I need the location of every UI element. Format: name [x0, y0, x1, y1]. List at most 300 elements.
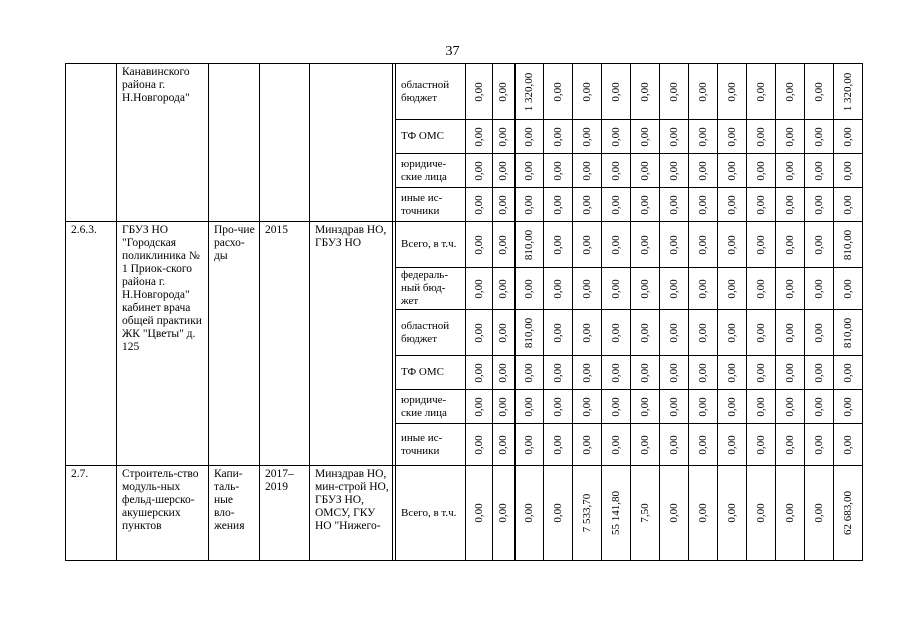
- amount-cell: [573, 268, 602, 310]
- amount-cell: [660, 310, 689, 356]
- amount-value: 0,00: [523, 362, 536, 383]
- amount-cell: [493, 222, 515, 268]
- amount-value: 0,00: [581, 81, 593, 102]
- amount-cell: [466, 390, 493, 424]
- amount-cell: [493, 268, 515, 310]
- amount-cell: [834, 222, 863, 268]
- amount-cell: [631, 188, 660, 222]
- funding-source-label: иные ис-точники: [396, 424, 466, 466]
- amount-cell: [660, 222, 689, 268]
- amount-value: 0,00: [523, 194, 536, 215]
- amount-cell: [776, 466, 805, 561]
- amount-value: 0,00: [697, 396, 709, 417]
- amount-cell: [631, 356, 660, 390]
- funding-source-label: областной бюджет: [396, 310, 466, 356]
- amount-value: 62 683,00: [842, 491, 854, 535]
- amount-cell: [602, 310, 631, 356]
- amount-cell: [544, 268, 573, 310]
- funding-source-label: областной бюджет: [396, 64, 466, 120]
- amount-cell: [631, 390, 660, 424]
- amount-cell: [747, 424, 776, 466]
- amount-cell: [834, 154, 863, 188]
- amount-cell: [689, 424, 718, 466]
- amount-cell: [515, 390, 544, 424]
- amount-cell: [493, 466, 515, 561]
- amount-value: 0,00: [473, 362, 485, 383]
- amount-cell: [718, 268, 747, 310]
- amount-value: 0,00: [784, 194, 796, 215]
- amount-cell: [776, 120, 805, 154]
- amount-cell: [544, 466, 573, 561]
- amount-value: 0,00: [581, 322, 593, 343]
- amount-cell: [776, 188, 805, 222]
- amount-value: 0,00: [639, 362, 651, 383]
- amount-value: 0,00: [581, 396, 593, 417]
- amount-value: 0,00: [755, 503, 767, 523]
- amount-value: 0,00: [668, 322, 680, 343]
- amount-cell: [689, 188, 718, 222]
- amount-value: 0,00: [755, 362, 767, 383]
- amount-value: 0,00: [784, 278, 796, 299]
- expense-category-cell: [209, 64, 260, 222]
- amount-value: 810,00: [523, 317, 536, 348]
- amount-value: 0,00: [473, 81, 485, 102]
- amount-cell: [747, 390, 776, 424]
- amount-cell: [689, 154, 718, 188]
- amount-value: 0,00: [842, 194, 854, 215]
- funding-source-label: юридиче-ские лица: [396, 390, 466, 424]
- amount-cell: [718, 466, 747, 561]
- amount-value: 0,00: [784, 362, 796, 383]
- amount-value: 55 141,80: [610, 491, 622, 535]
- item-number-cell: [66, 64, 117, 222]
- amount-value: 0,00: [639, 322, 651, 343]
- amount-cell: [466, 466, 493, 561]
- amount-cell: [631, 64, 660, 120]
- amount-cell: [689, 222, 718, 268]
- amount-cell: [466, 64, 493, 120]
- amount-value: 0,00: [842, 160, 854, 181]
- amount-value: 0,00: [610, 234, 622, 255]
- amount-cell: [747, 268, 776, 310]
- amount-cell: [776, 356, 805, 390]
- amount-cell: [660, 120, 689, 154]
- amount-cell: [660, 154, 689, 188]
- amount-value: 0,00: [697, 160, 709, 181]
- amount-value: 0,00: [668, 194, 680, 215]
- amount-cell: [718, 64, 747, 120]
- executor-cell: Минздрав НО, ГБУЗ НО: [310, 222, 393, 466]
- amount-cell: [602, 356, 631, 390]
- amount-value: 0,00: [813, 362, 825, 383]
- amount-value: 0,00: [842, 278, 854, 299]
- amount-value: 0,00: [697, 322, 709, 343]
- amount-value: 0,00: [697, 126, 709, 147]
- amount-cell: [747, 222, 776, 268]
- period-cell: [260, 64, 310, 222]
- amount-cell: [805, 268, 834, 310]
- amount-cell: [493, 356, 515, 390]
- amount-value: 0,00: [726, 434, 738, 455]
- table-row: [66, 222, 863, 268]
- amount-cell: [493, 310, 515, 356]
- amount-cell: [805, 424, 834, 466]
- amount-cell: [602, 154, 631, 188]
- amount-cell: [747, 310, 776, 356]
- amount-value: 0,00: [610, 434, 622, 455]
- amount-cell: [718, 356, 747, 390]
- amount-cell: [834, 466, 863, 561]
- amount-cell: [466, 424, 493, 466]
- amount-cell: [689, 390, 718, 424]
- amount-value: 0,00: [497, 81, 510, 102]
- amount-cell: [805, 222, 834, 268]
- amount-value: 0,00: [726, 194, 738, 215]
- amount-cell: [805, 466, 834, 561]
- amount-cell: [466, 356, 493, 390]
- amount-cell: [573, 356, 602, 390]
- amount-value: 0,00: [581, 126, 593, 147]
- amount-value: 0,00: [473, 194, 485, 215]
- funding-source-label: Всего, в т.ч.: [396, 466, 466, 561]
- amount-cell: [689, 268, 718, 310]
- item-name-cell: Канавинского района г. Н.Новгорода": [117, 64, 209, 222]
- amount-cell: [466, 120, 493, 154]
- amount-value: 0,00: [497, 503, 510, 523]
- amount-cell: [747, 64, 776, 120]
- amount-cell: [515, 268, 544, 310]
- amount-cell: [544, 390, 573, 424]
- amount-cell: [805, 310, 834, 356]
- amount-value: 0,00: [755, 278, 767, 299]
- period-cell: 2015: [260, 222, 310, 466]
- amount-value: 0,00: [813, 503, 825, 523]
- funding-source-label: ТФ ОМС: [396, 356, 466, 390]
- amount-cell: [602, 222, 631, 268]
- amount-cell: [660, 466, 689, 561]
- amount-cell: [834, 268, 863, 310]
- budget-table: [65, 63, 863, 561]
- amount-cell: [718, 222, 747, 268]
- amount-value: 0,00: [755, 160, 767, 181]
- amount-cell: [631, 154, 660, 188]
- amount-value: 0,00: [813, 434, 825, 455]
- amount-value: 0,00: [552, 396, 564, 417]
- amount-cell: [602, 466, 631, 561]
- amount-value: 0,00: [668, 81, 680, 102]
- amount-value: 0,00: [497, 278, 510, 299]
- amount-cell: [718, 424, 747, 466]
- amount-cell: [631, 120, 660, 154]
- amount-cell: [515, 310, 544, 356]
- funding-source-label: Всего, в т.ч.: [396, 222, 466, 268]
- amount-cell: [660, 188, 689, 222]
- amount-cell: [602, 120, 631, 154]
- amount-cell: [776, 424, 805, 466]
- amount-value: 0,00: [610, 160, 622, 181]
- amount-cell: [466, 310, 493, 356]
- table-row: [66, 466, 863, 561]
- amount-value: 0,00: [610, 362, 622, 383]
- amount-value: 0,00: [473, 503, 485, 523]
- amount-cell: [573, 390, 602, 424]
- amount-value: 0,00: [813, 194, 825, 215]
- amount-value: 0,00: [784, 503, 796, 523]
- amount-cell: [493, 390, 515, 424]
- amount-cell: [689, 64, 718, 120]
- item-number-cell: 2.6.3.: [66, 222, 117, 466]
- amount-value: 0,00: [473, 278, 485, 299]
- amount-value: 0,00: [497, 234, 510, 255]
- amount-value: 0,00: [523, 396, 536, 417]
- amount-cell: [515, 64, 544, 120]
- amount-cell: [660, 64, 689, 120]
- amount-value: 0,00: [784, 126, 796, 147]
- amount-value: 7 533,70: [581, 493, 593, 533]
- amount-value: 0,00: [813, 322, 825, 343]
- amount-cell: [718, 188, 747, 222]
- amount-value: 0,00: [842, 362, 854, 383]
- amount-value: 0,00: [697, 434, 709, 455]
- amount-cell: [602, 268, 631, 310]
- amount-value: 0,00: [581, 234, 593, 255]
- amount-value: 0,00: [639, 234, 651, 255]
- amount-value: 0,00: [755, 126, 767, 147]
- amount-cell: [689, 120, 718, 154]
- amount-cell: [602, 188, 631, 222]
- amount-value: 0,00: [552, 362, 564, 383]
- amount-value: 0,00: [668, 234, 680, 255]
- amount-value: 0,00: [639, 126, 651, 147]
- amount-cell: [493, 64, 515, 120]
- amount-cell: [805, 64, 834, 120]
- page-number: 37: [445, 44, 460, 59]
- amount-cell: [747, 120, 776, 154]
- amount-value: 0,00: [726, 322, 738, 343]
- amount-cell: [805, 188, 834, 222]
- amount-value: 0,00: [473, 126, 485, 147]
- amount-cell: [573, 154, 602, 188]
- amount-cell: [515, 188, 544, 222]
- amount-cell: [689, 356, 718, 390]
- amount-cell: [631, 268, 660, 310]
- amount-value: 0,00: [697, 234, 709, 255]
- amount-cell: [747, 356, 776, 390]
- amount-value: 0,00: [497, 362, 510, 383]
- amount-value: 0,00: [473, 396, 485, 417]
- amount-cell: [660, 268, 689, 310]
- amount-value: 0,00: [668, 362, 680, 383]
- amount-cell: [544, 356, 573, 390]
- amount-cell: [689, 466, 718, 561]
- amount-cell: [544, 120, 573, 154]
- amount-value: 0,00: [784, 160, 796, 181]
- amount-value: 0,00: [813, 81, 825, 102]
- amount-value: 0,00: [813, 160, 825, 181]
- period-cell: 2017–2019: [260, 466, 310, 561]
- amount-cell: [776, 390, 805, 424]
- amount-value: 0,00: [842, 396, 854, 417]
- amount-value: 1 320,00: [523, 72, 536, 111]
- amount-cell: [544, 310, 573, 356]
- amount-value: 0,00: [726, 278, 738, 299]
- amount-value: 0,00: [581, 160, 593, 181]
- amount-value: 0,00: [726, 503, 738, 523]
- amount-value: 0,00: [581, 434, 593, 455]
- amount-value: 0,00: [755, 322, 767, 343]
- amount-cell: [834, 310, 863, 356]
- amount-cell: [718, 154, 747, 188]
- amount-cell: [573, 222, 602, 268]
- amount-value: 0,00: [581, 278, 593, 299]
- amount-value: 0,00: [784, 322, 796, 343]
- amount-value: 0,00: [726, 81, 738, 102]
- amount-value: 0,00: [523, 278, 536, 299]
- amount-cell: [689, 310, 718, 356]
- amount-value: 0,00: [755, 434, 767, 455]
- amount-value: 0,00: [610, 126, 622, 147]
- amount-value: 0,00: [668, 160, 680, 181]
- amount-value: 0,00: [581, 194, 593, 215]
- amount-value: 0,00: [552, 160, 564, 181]
- amount-value: 810,00: [842, 229, 854, 260]
- amount-cell: [776, 310, 805, 356]
- amount-value: 1 320,00: [842, 72, 854, 111]
- amount-value: 0,00: [473, 160, 485, 181]
- amount-value: 0,00: [755, 81, 767, 102]
- amount-value: 0,00: [610, 322, 622, 343]
- amount-cell: [515, 154, 544, 188]
- amount-cell: [718, 390, 747, 424]
- funding-source-label: ТФ ОМС: [396, 120, 466, 154]
- amount-value: 0,00: [552, 194, 564, 215]
- amount-value: 0,00: [552, 81, 564, 102]
- amount-value: 0,00: [784, 434, 796, 455]
- amount-value: 0,00: [755, 234, 767, 255]
- amount-value: 0,00: [668, 278, 680, 299]
- amount-cell: [515, 120, 544, 154]
- amount-value: 0,00: [552, 322, 564, 343]
- amount-cell: [834, 120, 863, 154]
- amount-value: 0,00: [610, 396, 622, 417]
- amount-value: 0,00: [497, 160, 510, 181]
- amount-value: 0,00: [639, 160, 651, 181]
- amount-cell: [493, 424, 515, 466]
- amount-cell: [776, 268, 805, 310]
- amount-value: 0,00: [497, 396, 510, 417]
- amount-value: 0,00: [726, 396, 738, 417]
- amount-value: 0,00: [668, 126, 680, 147]
- amount-cell: [466, 154, 493, 188]
- amount-cell: [660, 356, 689, 390]
- executor-cell: Минздрав НО, мин-строй НО, ГБУЗ НО, ОМСУ, ГКУ НО "Нижего-: [310, 466, 393, 561]
- amount-cell: [747, 154, 776, 188]
- amount-value: 0,00: [497, 434, 510, 455]
- funding-source-label: федераль-ный бюд-жет: [396, 268, 466, 310]
- amount-cell: [573, 188, 602, 222]
- amount-cell: [747, 188, 776, 222]
- amount-value: 0,00: [726, 160, 738, 181]
- amount-value: 0,00: [842, 434, 854, 455]
- amount-cell: [718, 120, 747, 154]
- amount-value: 0,00: [610, 278, 622, 299]
- amount-cell: [631, 466, 660, 561]
- amount-cell: [660, 390, 689, 424]
- amount-cell: [466, 268, 493, 310]
- amount-value: 0,00: [497, 322, 510, 343]
- amount-cell: [805, 390, 834, 424]
- amount-cell: [544, 154, 573, 188]
- amount-cell: [776, 64, 805, 120]
- amount-value: 0,00: [639, 396, 651, 417]
- amount-value: 0,00: [552, 278, 564, 299]
- amount-value: 810,00: [523, 229, 536, 260]
- amount-value: 0,00: [726, 234, 738, 255]
- amount-cell: [834, 188, 863, 222]
- amount-value: 0,00: [639, 434, 651, 455]
- amount-value: 0,00: [697, 362, 709, 383]
- amount-cell: [466, 222, 493, 268]
- amount-cell: [602, 424, 631, 466]
- funding-source-label: иные ис-точники: [396, 188, 466, 222]
- funding-source-label: юридиче-ские лица: [396, 154, 466, 188]
- amount-cell: [544, 188, 573, 222]
- executor-cell: [310, 64, 393, 222]
- item-name-cell: Строитель-ство модуль-ных фельд-шерско-акушерских пунктов: [117, 466, 209, 561]
- amount-value: 0,00: [552, 126, 564, 147]
- amount-cell: [573, 310, 602, 356]
- item-number-cell: 2.7.: [66, 466, 117, 561]
- amount-cell: [544, 424, 573, 466]
- amount-value: 0,00: [473, 434, 485, 455]
- amount-cell: [834, 424, 863, 466]
- amount-value: 0,00: [784, 81, 796, 102]
- amount-cell: [805, 154, 834, 188]
- amount-cell: [573, 120, 602, 154]
- amount-cell: [805, 120, 834, 154]
- amount-cell: [776, 154, 805, 188]
- table-row: [66, 64, 863, 120]
- amount-value: 0,00: [473, 322, 485, 343]
- amount-value: 0,00: [697, 503, 709, 523]
- amount-cell: [631, 424, 660, 466]
- amount-cell: [834, 356, 863, 390]
- amount-cell: [573, 466, 602, 561]
- amount-value: 0,00: [497, 126, 510, 147]
- amount-cell: [466, 188, 493, 222]
- amount-value: 0,00: [552, 503, 564, 523]
- amount-value: 0,00: [639, 194, 651, 215]
- amount-value: 0,00: [755, 194, 767, 215]
- amount-cell: [805, 356, 834, 390]
- amount-value: 0,00: [668, 434, 680, 455]
- amount-value: 0,00: [581, 362, 593, 383]
- amount-cell: [602, 64, 631, 120]
- amount-value: 7,50: [639, 503, 651, 523]
- amount-cell: [718, 310, 747, 356]
- amount-value: 0,00: [552, 434, 564, 455]
- amount-cell: [834, 390, 863, 424]
- amount-value: 0,00: [697, 194, 709, 215]
- amount-value: 810,00: [842, 317, 854, 348]
- amount-cell: [602, 390, 631, 424]
- amount-cell: [776, 222, 805, 268]
- amount-value: 0,00: [842, 126, 854, 147]
- amount-value: 0,00: [726, 126, 738, 147]
- amount-value: 0,00: [523, 160, 536, 181]
- amount-value: 0,00: [813, 278, 825, 299]
- amount-value: 0,00: [697, 81, 709, 102]
